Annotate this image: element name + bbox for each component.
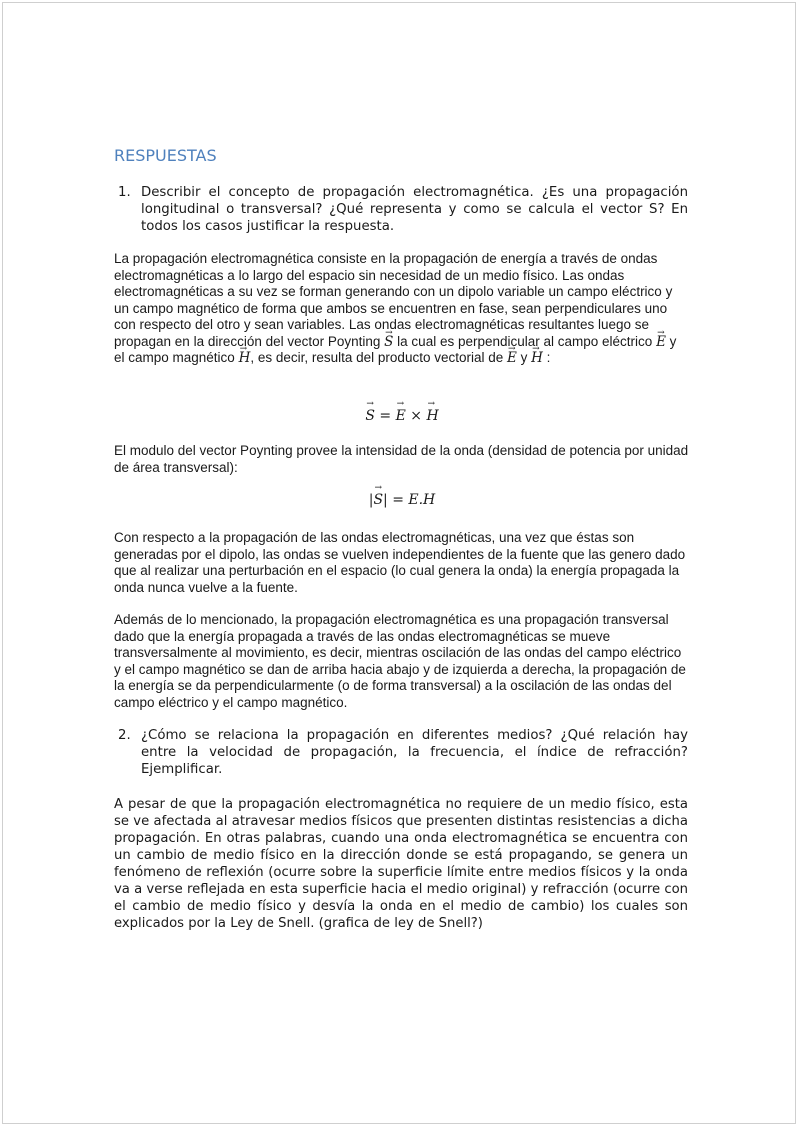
eq1-e: → E [396, 408, 406, 424]
equation-poynting-vector [114, 408, 690, 424]
answer-1-paragraph-1 [114, 251, 690, 367]
answer-1-paragraph-2: El modulo del vector Poynting provee la intensidad de la onda (densidad de potencia por unidad de área transversal): [114, 443, 689, 475]
answer-1-text-e: y [516, 350, 532, 365]
vector-h-symbol-2: → H [531, 350, 543, 367]
vector-e-symbol-2: → E [507, 350, 517, 367]
question-1-text: Describir el concepto de propagación electromagnética. ¿Es una propagación longitudinal o transversal? ¿Qué representa y como se calcula el vector S? En todos los casos justificar la respuesta. [141, 185, 688, 234]
question-2-text: ¿Cómo se relaciona la propagación en diferentes medios? ¿Qué relación hay entre la velocidad de propagación, la frecuencia, el índice de refracción? Ejemplificar. [141, 728, 688, 777]
vector-h-symbol: → H [239, 350, 251, 367]
eq2-s: → S [373, 492, 383, 508]
answer-1-text-c: y el campo magnético [114, 333, 677, 365]
section-heading: RESPUESTAS [114, 146, 217, 165]
eq2-rhs: = E.H [387, 492, 436, 508]
eq1-equals: = [374, 408, 396, 424]
eq1-times: × [405, 408, 427, 424]
answer-1-text-d: , es decir, resulta del producto vectorial de [250, 350, 507, 365]
eq1-h: → H [426, 408, 438, 424]
answer-1-text-b: la cual es perpendicular al campo eléctrico [393, 333, 657, 349]
vector-s-symbol: → S [384, 334, 393, 351]
equation-poynting-magnitude [114, 492, 690, 508]
question-2-number: 2. [118, 728, 131, 743]
eq2-bar-open: | [368, 492, 374, 508]
vector-e-symbol: → E [656, 334, 666, 351]
answer-1-paragraph-4: Además de lo mencionado, la propagación electromagnética es una propagación transversal dado que la energía propagada a través de las ondas electromagnéticas se mueve transversalmente al movimiento, es decir, mientras oscilación de las ondas del campo eléctrico y el campo magnético se dan de arriba hacia abajo y de izquierda a derecha, la propagación de la energía se da perpendicularmente (o de forma transversal) a la oscilación de las ondas del campo eléctrico y el campo magnético. [114, 612, 686, 710]
question-2 [114, 727, 688, 778]
answer-2-paragraph-1: A pesar de que la propagación electromagnética no requiere de un medio físico, esta se ve afectada al atravesar medios físicos que presenten distintas resistencias a dicha propagación. En otras palabras, cuando una onda electromagnética se encuentra con un cambio de medio físico en la dirección donde se está propagando, se genera un fenómeno de reflexión (ocurre sobre la superficie límite entre medios físicos y la onda va a verse reflejada en esta superficie hacia el medio original) y refracción (ocurre con el cambio de medio físico y desvía la onda en el medio de cambio) los cuales son explicados por la Ley de Snell. (grafica de ley de Snell?) [114, 797, 688, 931]
answer-1-text-a: La propagación electromagnética consiste en la propagación de energía a través de ondas electromagnéticas a lo largo del espacio sin necesidad de un medio físico. Las ondas electromagnéticas a su vez se forman generando con un dipolo variable un campo eléctrico y un campo magnético de forma que ambos se encuentren en fase, sean perpendiculares uno con respecto del otro y sean variables. Las ondas electromagnéticas resultantes luego se propagan en la dirección del vector Poynting [114, 251, 673, 349]
question-1-number: 1. [118, 185, 131, 200]
question-1 [114, 184, 688, 235]
answer-1-text-f: : [542, 350, 551, 365]
eq2-bar-close: | [383, 492, 388, 508]
eq1-s: → S [365, 408, 375, 424]
answer-1-paragraph-3: Con respecto a la propagación de las ondas electromagnéticas, una vez que éstas son generadas por el dipolo, las ondas se vuelven independientes de la fuente que las genero dado que al realizar una perturbación en el espacio (lo cual genera la onda) la energía propagada la onda nunca vuelve a la fuente. [114, 530, 686, 595]
